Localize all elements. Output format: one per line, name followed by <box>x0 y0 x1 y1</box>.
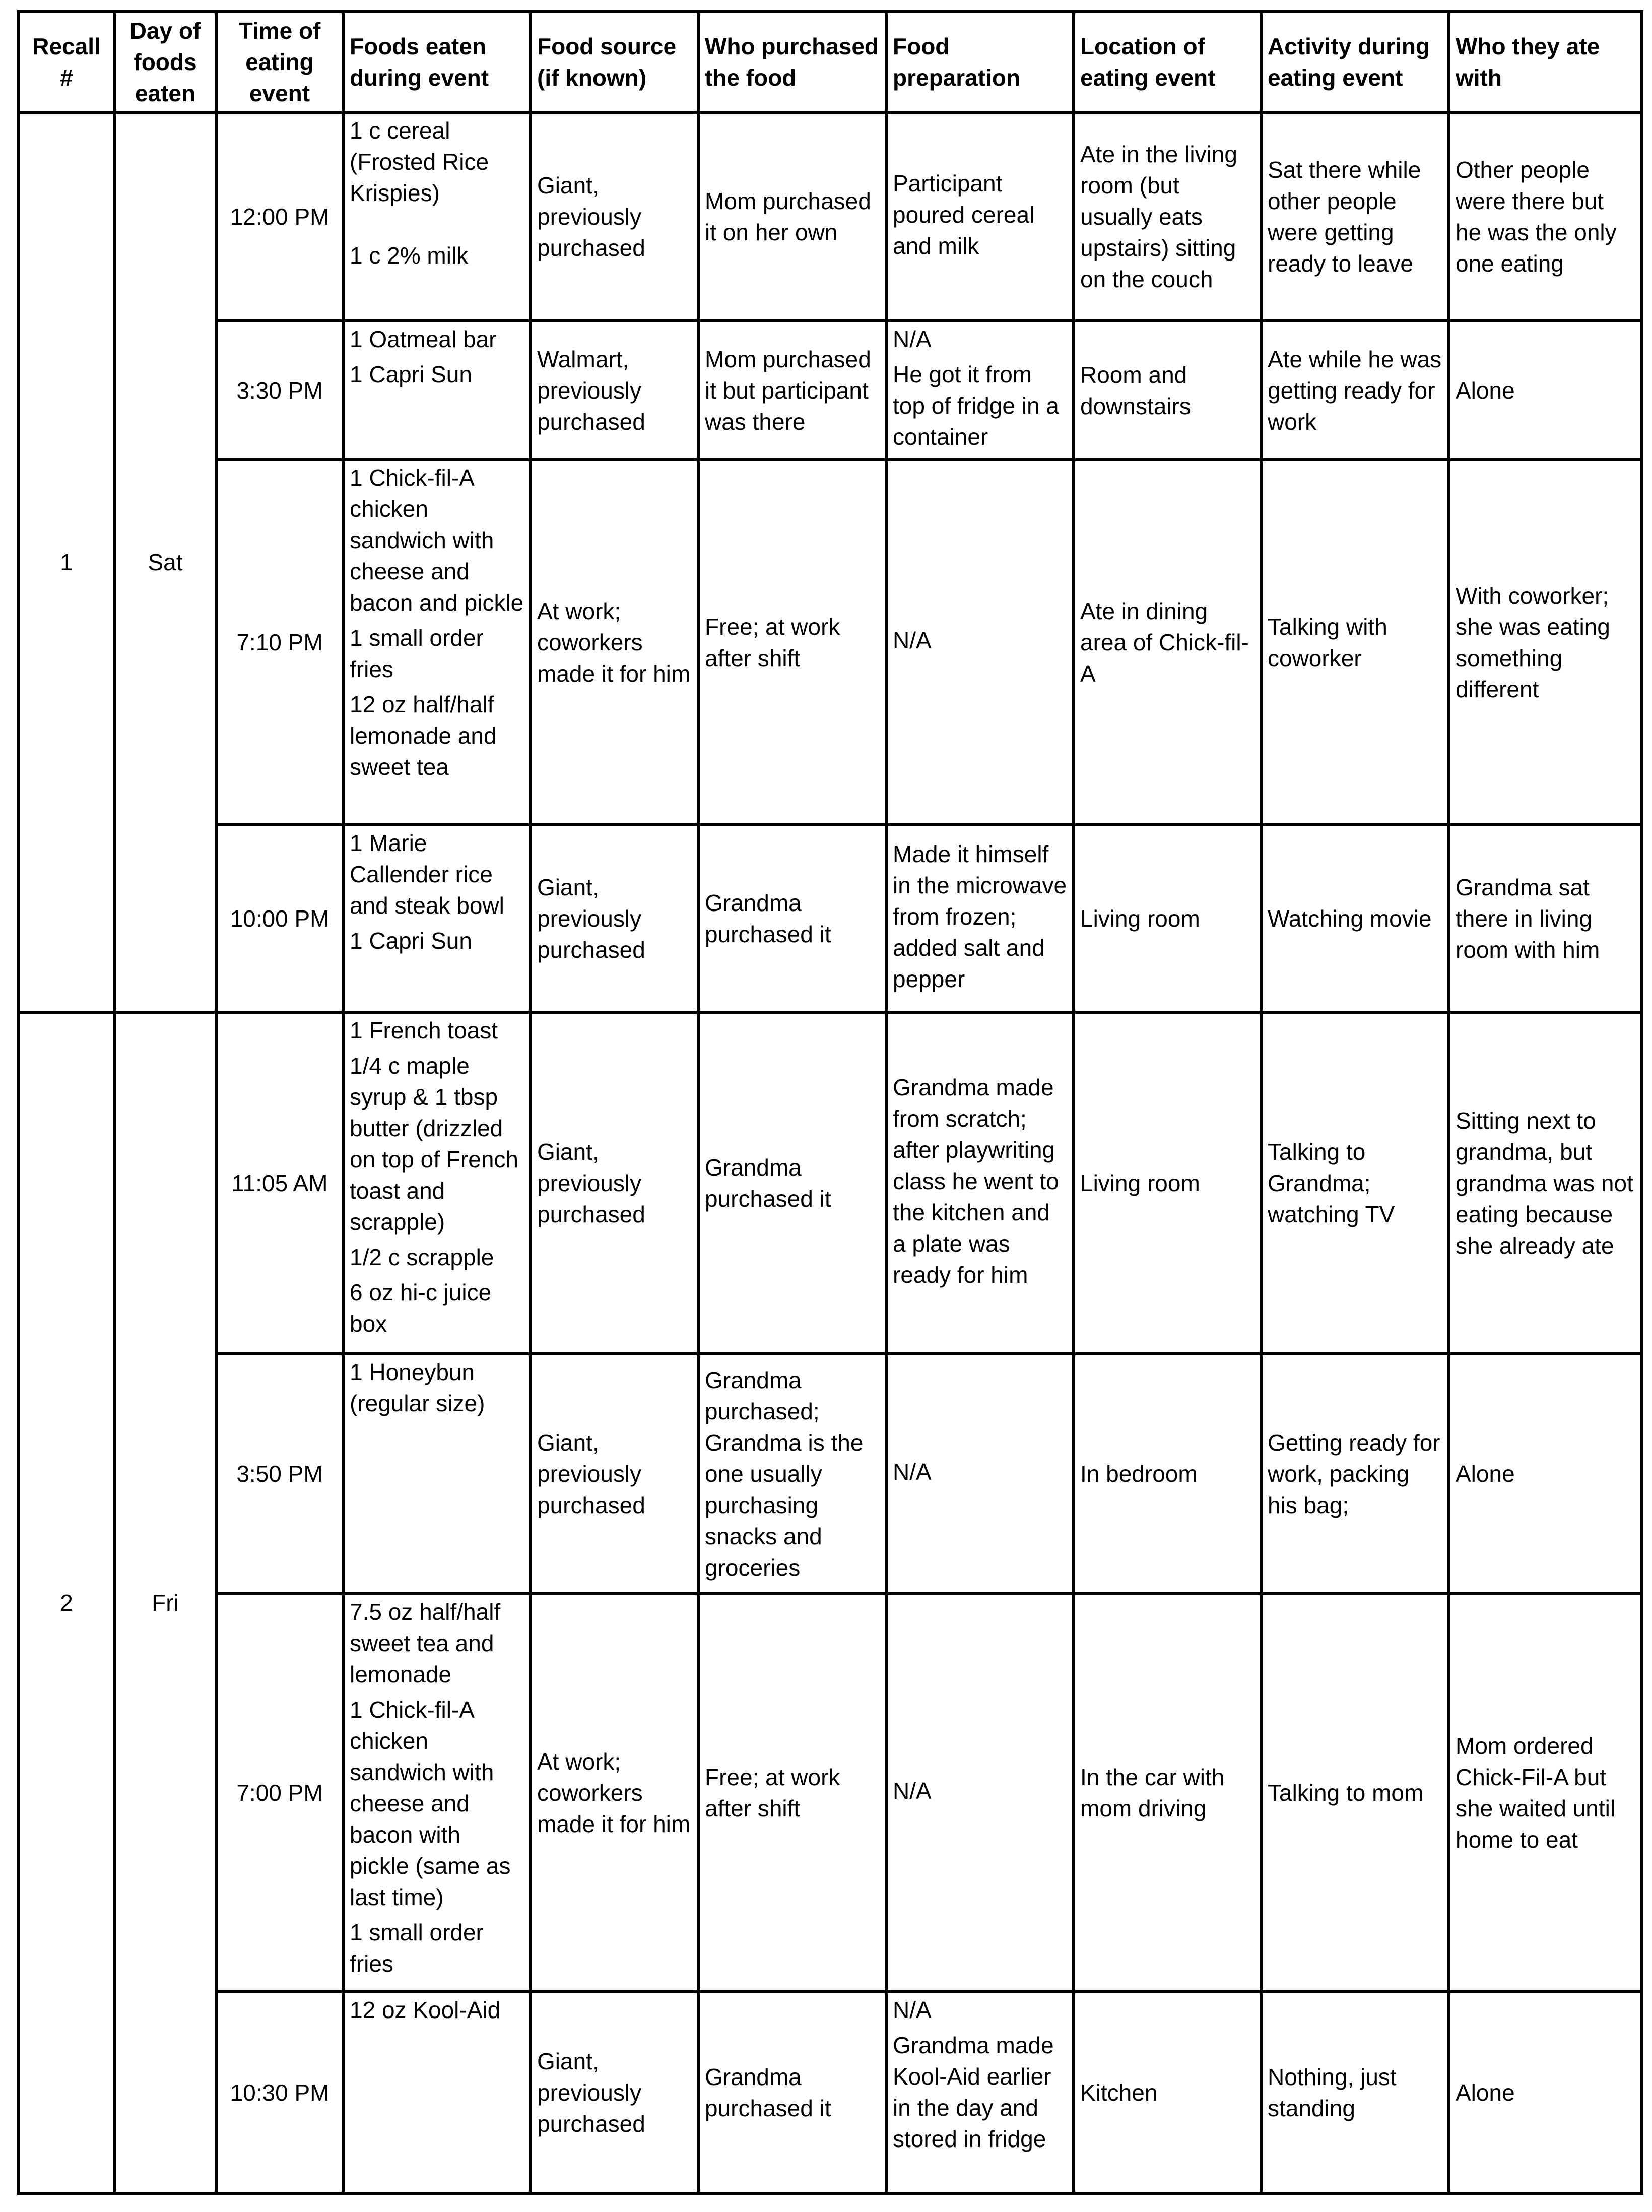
table-body <box>19 112 1642 2193</box>
activity-cell: Getting ready for work, packing his bag; <box>1261 1354 1449 1594</box>
header-time: Time of eating event <box>216 12 343 112</box>
header-source: Food source (if known) <box>531 12 698 112</box>
activity-cell: Watching movie <box>1261 825 1449 1012</box>
foods-cell <box>343 1992 531 2193</box>
preparation-cell-item: N/A <box>893 1778 932 1804</box>
foods-cell-item: 1 Honeybun (regular size) <box>350 1359 485 1416</box>
foods-cell-item: 1 Capri Sun <box>350 361 472 387</box>
foods-cell-item: 1 small order fries <box>350 625 484 682</box>
foods-cell <box>343 825 531 1012</box>
time-cell: 7:10 PM <box>216 460 343 825</box>
preparation-cell <box>886 1012 1074 1354</box>
preparation-cell <box>886 460 1074 825</box>
source-cell: Giant, previously purchased <box>531 1012 698 1354</box>
table-row <box>19 1594 1642 1992</box>
foods-cell-item: 12 oz Kool-Aid <box>350 1997 501 2023</box>
recall-number: 2 <box>19 1012 114 2193</box>
recall-number: 1 <box>19 112 114 1012</box>
preparation-cell-item: Made it himself in the microwave from frozen; added salt and pepper <box>893 841 1067 992</box>
foods-cell-item: 12 oz half/half lemonade and sweet tea <box>350 691 497 780</box>
header-with: Who they ate with <box>1449 12 1642 112</box>
location-cell: Ate in the living room (but usually eats upstairs) sitting on the couch <box>1074 112 1261 321</box>
preparation-cell-item: Grandma made from scratch; after playwriting class he went to the kitchen and a plate was ready for him <box>893 1074 1059 1288</box>
purchaser-cell: Grandma purchased; Grandma is the one usually purchasing snacks and groceries <box>698 1354 886 1594</box>
preparation-cell-item: Grandma made Kool-Aid earlier in the day and stored in fridge <box>893 2032 1054 2152</box>
preparation-cell-item: N/A <box>893 627 932 654</box>
foods-cell-item: 1 French toast <box>350 1017 498 1044</box>
time-cell: 7:00 PM <box>216 1594 343 1992</box>
preparation-cell-item: N/A <box>893 326 932 352</box>
foods-cell-item: 1 Chick-fil-A chicken sandwich with cheese and bacon with pickle (same as last time) <box>350 1697 511 1910</box>
time-cell: 3:30 PM <box>216 321 343 460</box>
foods-cell <box>343 321 531 460</box>
location-cell: Kitchen <box>1074 1992 1261 2193</box>
activity-cell: Nothing, just standing <box>1261 1992 1449 2193</box>
purchaser-cell: Free; at work after shift <box>698 460 886 825</box>
header-purchaser: Who purchased the food <box>698 12 886 112</box>
preparation-cell <box>886 1992 1074 2193</box>
header-activity: Activity during eating event <box>1261 12 1449 112</box>
foods-cell <box>343 112 531 321</box>
preparation-cell-item: N/A <box>893 1997 932 2023</box>
ate-with-cell: Sitting next to grandma, but grandma was not eating because she already ate <box>1449 1012 1642 1354</box>
activity-cell: Talking to mom <box>1261 1594 1449 1992</box>
location-cell: In bedroom <box>1074 1354 1261 1594</box>
table-row <box>19 460 1642 825</box>
purchaser-cell: Free; at work after shift <box>698 1594 886 1992</box>
preparation-cell-item: He got it from top of fridge in a container <box>893 361 1059 450</box>
preparation-cell-item: N/A <box>893 1459 932 1485</box>
header-recall: Recall # <box>19 12 114 112</box>
activity-cell: Ate while he was getting ready for work <box>1261 321 1449 460</box>
foods-cell-item: 1 Chick-fil-A chicken sandwich with cheese and bacon and pickle <box>350 465 524 616</box>
ate-with-cell: Alone <box>1449 321 1642 460</box>
location-cell: Living room <box>1074 825 1261 1012</box>
foods-cell <box>343 1354 531 1594</box>
table-row <box>19 112 1642 321</box>
source-cell: Giant, previously purchased <box>531 112 698 321</box>
source-cell: Giant, previously purchased <box>531 1354 698 1594</box>
purchaser-cell: Grandma purchased it <box>698 825 886 1012</box>
table-row <box>19 1354 1642 1594</box>
foods-cell <box>343 1012 531 1354</box>
time-cell: 10:00 PM <box>216 825 343 1012</box>
preparation-cell <box>886 112 1074 321</box>
ate-with-cell: Mom ordered Chick-Fil-A but she waited until home to eat <box>1449 1594 1642 1992</box>
location-cell: Ate in dining area of Chick-fil-A <box>1074 460 1261 825</box>
foods-cell-item: 1/4 c maple syrup & 1 tbsp butter (drizzled on top of French toast and scrapple) <box>350 1053 518 1235</box>
time-cell: 11:05 AM <box>216 1012 343 1354</box>
purchaser-cell: Grandma purchased it <box>698 1992 886 2193</box>
header-day: Day of foods eaten <box>114 12 216 112</box>
foods-cell <box>343 1594 531 1992</box>
time-cell: 12:00 PM <box>216 112 343 321</box>
source-cell: Giant, previously purchased <box>531 1992 698 2193</box>
source-cell: Walmart, previously purchased <box>531 321 698 460</box>
table-row <box>19 321 1642 460</box>
header-foods: Foods eaten during event <box>343 12 531 112</box>
activity-cell: Sat there while other people were getting ready to leave <box>1261 112 1449 321</box>
day-of-foods: Fri <box>114 1012 216 2193</box>
table-row <box>19 1012 1642 1354</box>
foods-cell-item: 1 c 2% milk <box>350 242 469 269</box>
foods-cell-item: 1 c cereal (Frosted Rice Krispies) <box>350 117 489 206</box>
activity-cell: Talking with coworker <box>1261 460 1449 825</box>
preparation-cell <box>886 321 1074 460</box>
ate-with-cell: With coworker; she was eating something different <box>1449 460 1642 825</box>
activity-cell: Talking to Grandma; watching TV <box>1261 1012 1449 1354</box>
ate-with-cell: Grandma sat there in living room with him <box>1449 825 1642 1012</box>
foods-cell-item: 1 Marie Callender rice and steak bowl <box>350 830 504 919</box>
preparation-cell-item: Participant poured cereal and milk <box>893 170 1035 259</box>
day-of-foods: Sat <box>114 112 216 1012</box>
food-recall-table <box>17 10 1643 2195</box>
location-cell: Living room <box>1074 1012 1261 1354</box>
table-row <box>19 1992 1642 2193</box>
header-preparation: Food preparation <box>886 12 1074 112</box>
purchaser-cell: Grandma purchased it <box>698 1012 886 1354</box>
preparation-cell <box>886 825 1074 1012</box>
location-cell: In the car with mom driving <box>1074 1594 1261 1992</box>
header-location: Location of eating event <box>1074 12 1261 112</box>
foods-cell-item: 1 Oatmeal bar <box>350 326 497 352</box>
location-cell: Room and downstairs <box>1074 321 1261 460</box>
ate-with-cell: Alone <box>1449 1354 1642 1594</box>
source-cell: At work; coworkers made it for him <box>531 460 698 825</box>
foods-cell-item: 1 small order fries <box>350 1919 484 1977</box>
foods-cell-item: 6 oz hi-c juice box <box>350 1279 492 1337</box>
source-cell: Giant, previously purchased <box>531 825 698 1012</box>
table-row <box>19 825 1642 1012</box>
foods-cell-item: 7.5 oz half/half sweet tea and lemonade <box>350 1599 501 1687</box>
header-row <box>19 12 1642 112</box>
ate-with-cell: Alone <box>1449 1992 1642 2193</box>
purchaser-cell: Mom purchased it on her own <box>698 112 886 321</box>
foods-cell <box>343 460 531 825</box>
foods-cell-item: 1 Capri Sun <box>350 928 472 954</box>
foods-cell-item: 1/2 c scrapple <box>350 1244 494 1270</box>
ate-with-cell: Other people were there but he was the only one eating <box>1449 112 1642 321</box>
purchaser-cell: Mom purchased it but participant was there <box>698 321 886 460</box>
time-cell: 3:50 PM <box>216 1354 343 1594</box>
preparation-cell <box>886 1354 1074 1594</box>
source-cell: At work; coworkers made it for him <box>531 1594 698 1992</box>
time-cell: 10:30 PM <box>216 1992 343 2193</box>
preparation-cell <box>886 1594 1074 1992</box>
